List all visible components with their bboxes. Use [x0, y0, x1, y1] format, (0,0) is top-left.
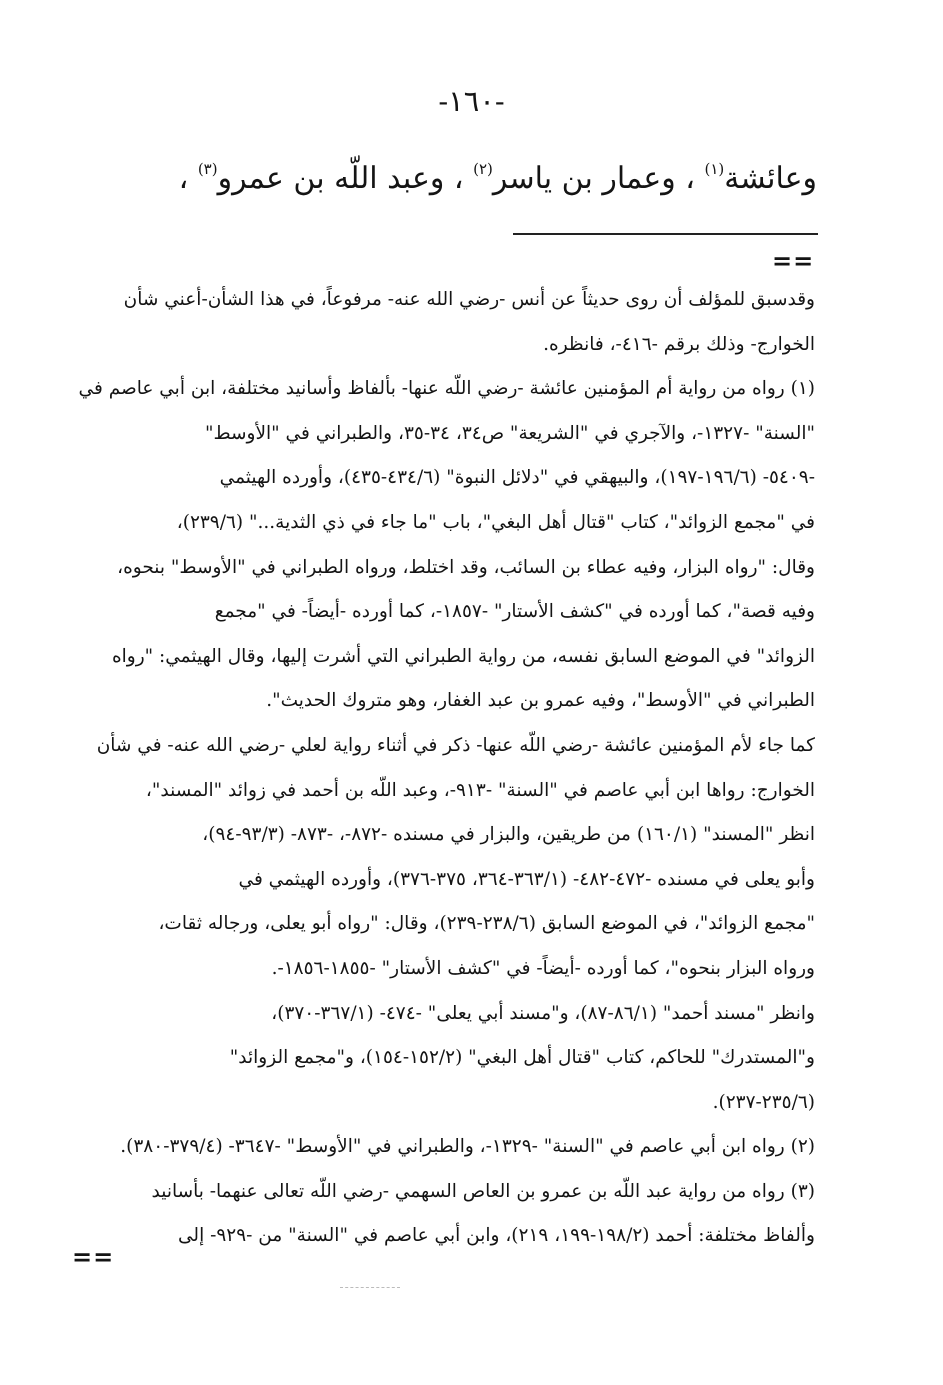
footnote-line: "مجمع الزوائد"، في الموضع السابق (٢٣٨/٦-٢٣٩)، وقال: "رواه أبو يعلى، ورجاله ثقات، [158, 913, 815, 935]
footnote-line: "السنة" -١٣٢٧-، والآجري في "الشريعة" ص٣٤، ٣٤-٣٥، والطبراني في "الأوسط" [204, 422, 815, 444]
footnote-line: انظر "المسند" (١٦٠/١) من طريقين، والبزار في مسنده -٨٧٢-، -٨٧٣- (٩٣/٣-٩٤)، [202, 824, 815, 846]
page-number: -١٦٠- [438, 84, 505, 118]
footnote-block [70, 374, 815, 731]
footnote-line: وقال: "رواه البزار، وفيه عطاء بن السائب، وقد اختلط، ورواه الطبراني في "الأوسط" بنحوه، [117, 556, 815, 578]
footnote-line: وفيه قصة"، كما أورده في "كشف الأستار" -١٨٥٧-، كما أورده -أيضاً- في "مجمع [214, 601, 815, 623]
footnote-block [70, 1177, 815, 1271]
footnote-line: الزوائد" في الموضع السابق نفسه، من رواية الطبراني التي أشرت إليها، وقال الهيثمي: "رواه [111, 645, 815, 667]
footnote-ref[interactable]: (٢) [473, 160, 493, 178]
main-text-segment: ، [178, 161, 189, 196]
footnote-block [70, 731, 815, 999]
footnote-line: الخوارج: رواها ابن أبي عاصم في "السنة" -٩١٣-، وعبد اللّه بن أحمد في زوائد "المسند"، [145, 779, 815, 801]
footnote-line: -٥٤٠٩- (١٩٦/٦-١٩٧)، والبيهقي في "دلائل النبوة" (٤٣٤/٦-٤٣٥)، وأورده الهيثمي [219, 467, 815, 489]
footnote-ref[interactable]: (٣) [197, 160, 218, 178]
footnote-line: (١) رواه من رواية أم المؤمنين عائشة -رضي اللّه عنها- بألفاظ وأسانيد مختلفة، ابن أبي عاصم في [78, 378, 815, 400]
footnote-line: و"المستدرك" للحاكم، كتاب "قتال أهل البغي" (١٥٢/٢-١٥٤)، و"مجمع الزوائد" [229, 1047, 815, 1069]
footnote-line: في "مجمع الزوائد"، كتاب "قتال أهل البغي"، باب "ما جاء في ذي الثدية..." (٢٣٩/٦)، [176, 511, 815, 533]
continuation-mark: == [72, 1243, 115, 1271]
footnote-line: (٢٣٥/٦-٢٣٧). [712, 1091, 815, 1113]
footnotes [70, 285, 815, 1271]
page-bottom-mark [340, 1287, 400, 1289]
main-text-segment: ، وعبد اللّه بن عمرو [217, 161, 464, 196]
footnote-line: وألفاظ مختلفة: أحمد (١٩٨/٢-١٩٩، ٢١٩)، وابن أبي عاصم في "السنة" من -٩٢٩- إلى [178, 1225, 815, 1247]
footnote-line: الخوارج- وذلك برقم -٤١٦-، فانظره. [543, 333, 815, 355]
main-text-segment: ، وعمار بن ياسر [492, 161, 695, 196]
footnote-line: وقدسبق للمؤلف أن روى حديثاً عن أنس -رضي الله عنه- مرفوعاً، في هذا الشأن-أعني شأن [123, 289, 815, 310]
footnote-block [70, 285, 815, 374]
footnote-separator [513, 233, 818, 235]
footnote-line: (٣) رواه من رواية عبد اللّه بن عمرو بن العاص السهمي -رضي اللّه تعالى عنهما- بأسانيد [151, 1180, 815, 1202]
footnote-line: كما جاء لأم المؤمنين عائشة -رضي اللّه عنها- ذكر في أثناء رواية لعلي -رضي الله عنه- في شأن [96, 734, 815, 756]
continuation-mark: == [772, 247, 815, 275]
footnote-ref[interactable]: (١) [704, 160, 725, 178]
main-text-segment: وعائشة [724, 161, 817, 196]
footnote-line: (٢) رواه ابن أبي عاصم في "السنة" -١٣٢٩-، والطبراني في "الأوسط" -٣٦٤٧- (٣٧٩/٤-٣٨٠). [120, 1136, 815, 1158]
footnote-line: الطبراني في "الأوسط"، وفيه عمرو بن عبد الغفار، وهو متروك الحديث". [266, 690, 815, 712]
footnote-block [70, 999, 815, 1133]
main-text-line [57, 160, 817, 196]
footnote-line: وأبو يعلى في مسنده -٤٧٢-٤٨٢- (٣٦٣/١-٣٦٤، ٣٧٥-٣٧٦)، وأورده الهيثمي في [238, 868, 815, 890]
footnote-line: وانظر "مسند أحمد" (٨٦/١-٨٧)، و"مسند أبي يعلى" -٤٧٤- (٣٦٧/١-٣٧٠)، [271, 1002, 815, 1024]
footnote-block [70, 1132, 815, 1177]
footnote-line: ورواه البزار بنحوه"، كما أورده -أيضاً- في "كشف الأستار" -١٨٥٥-١٨٥٦-. [271, 957, 815, 979]
